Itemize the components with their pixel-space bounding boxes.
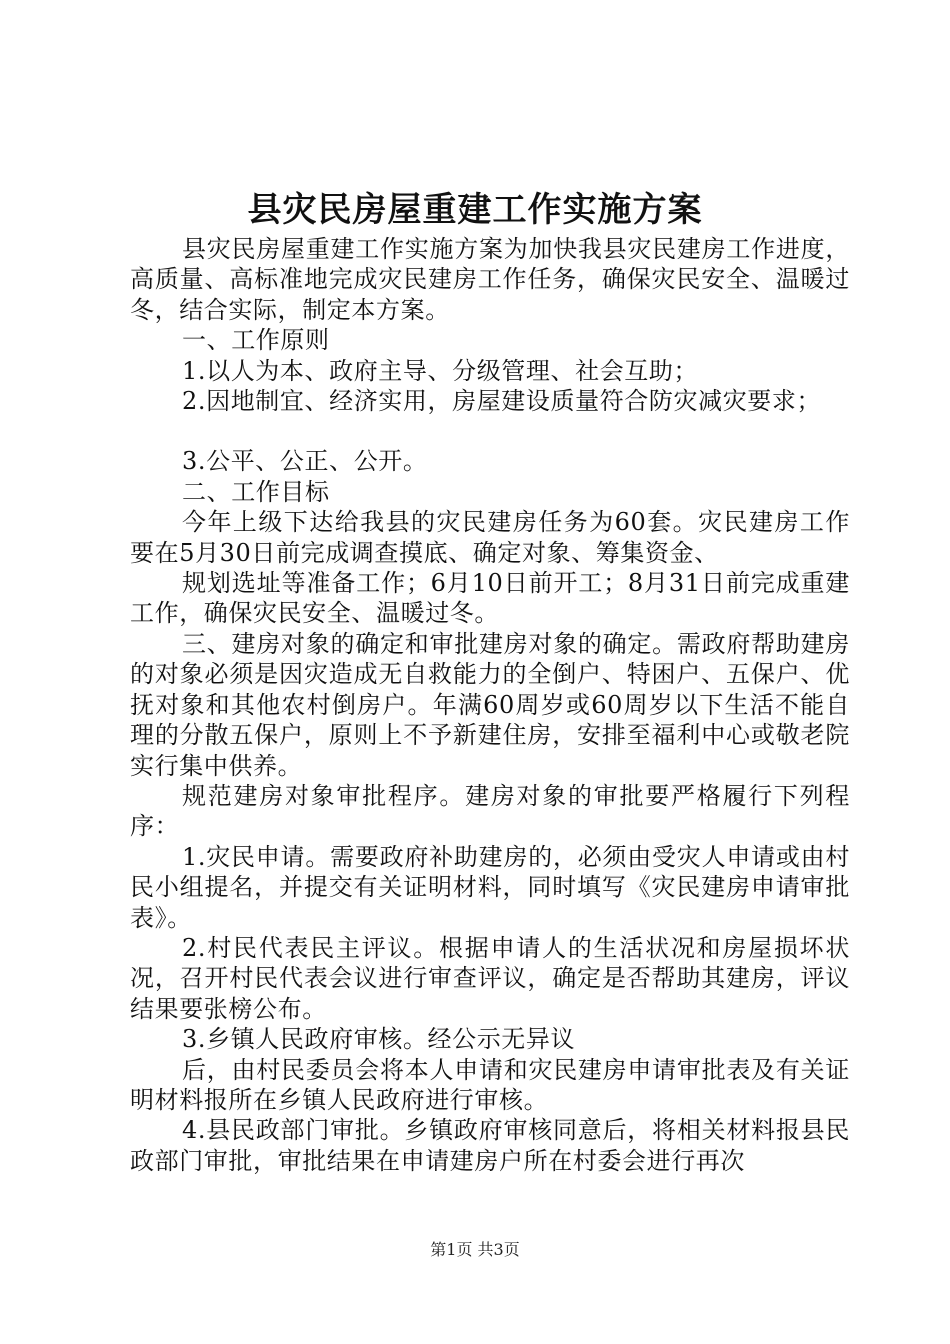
list-item: 1.灾民申请。需要政府补助建房的，必须由受灾人申请或由村民小组提名，并提交有关证明材料，同时填写《灾民建房申请审批表》。 xyxy=(130,842,850,932)
paragraph: 三、建房对象的确定和审批建房对象的确定。需政府帮助建房的对象必须是因灾造成无自救能力的全倒户、特困户、五保户、优抚对象和其他农村倒房户。年满60周岁或60周岁以下生活不能自理的分散五保户，原则上不予新建住房，安排至福利中心或敬老院实行集中供养。 xyxy=(130,629,850,780)
section-heading: 一、工作原则 xyxy=(182,326,330,355)
paragraph: 后，由村民委员会将本人申请和灾民建房申请审批表及有关证明材料报所在乡镇人民政府进行审核。 xyxy=(130,1055,850,1114)
paragraph: 规范建房对象审批程序。建房对象的审批要严格履行下列程序： xyxy=(130,781,850,841)
list-item: 2.村民代表民主评议。根据申请人的生活状况和房屋损坏状况，召开村民代表会议进行审查评议，确定是否帮助其建房，评议结果要张榜公布。 xyxy=(130,933,850,1023)
list-item: 4.县民政部门审批。乡镇政府审核同意后，将相关材料报县民政部门审批，审批结果在申请建房户所在村委会进行再次 xyxy=(130,1116,850,1175)
document-title: 县灾民房屋重建工作实施方案 xyxy=(247,190,703,230)
page-footer: 第1页 共3页 xyxy=(430,1240,520,1259)
list-item: 3.公平、公正、公开。 xyxy=(182,447,428,476)
list-item: 3.乡镇人民政府审核。经公示无异议 xyxy=(182,1025,576,1054)
paragraph: 今年上级下达给我县的灾民建房任务为60套。灾民建房工作要在5月30日前完成调查摸底、确定对象、筹集资金、 xyxy=(130,508,850,567)
paragraph: 县灾民房屋重建工作实施方案为加快我县灾民建房工作进度，高质量、高标准地完成灾民建房工作任务，确保灾民安全、温暖过冬，结合实际，制定本方案。 xyxy=(130,235,850,324)
section-heading: 二、工作目标 xyxy=(182,477,330,506)
paragraph-gap xyxy=(130,416,850,446)
document-body xyxy=(130,234,850,1176)
paragraph: 规划选址等准备工作；6月10日前开工；8月31日前完成重建工作，确保灾民安全、温暖过冬。 xyxy=(130,569,850,628)
list-item: 2.因地制宜、经济实用，房屋建设质量符合防灾减灾要求； xyxy=(182,387,822,416)
list-item: 1.以人为本、政府主导、分级管理、社会互助； xyxy=(182,356,699,385)
